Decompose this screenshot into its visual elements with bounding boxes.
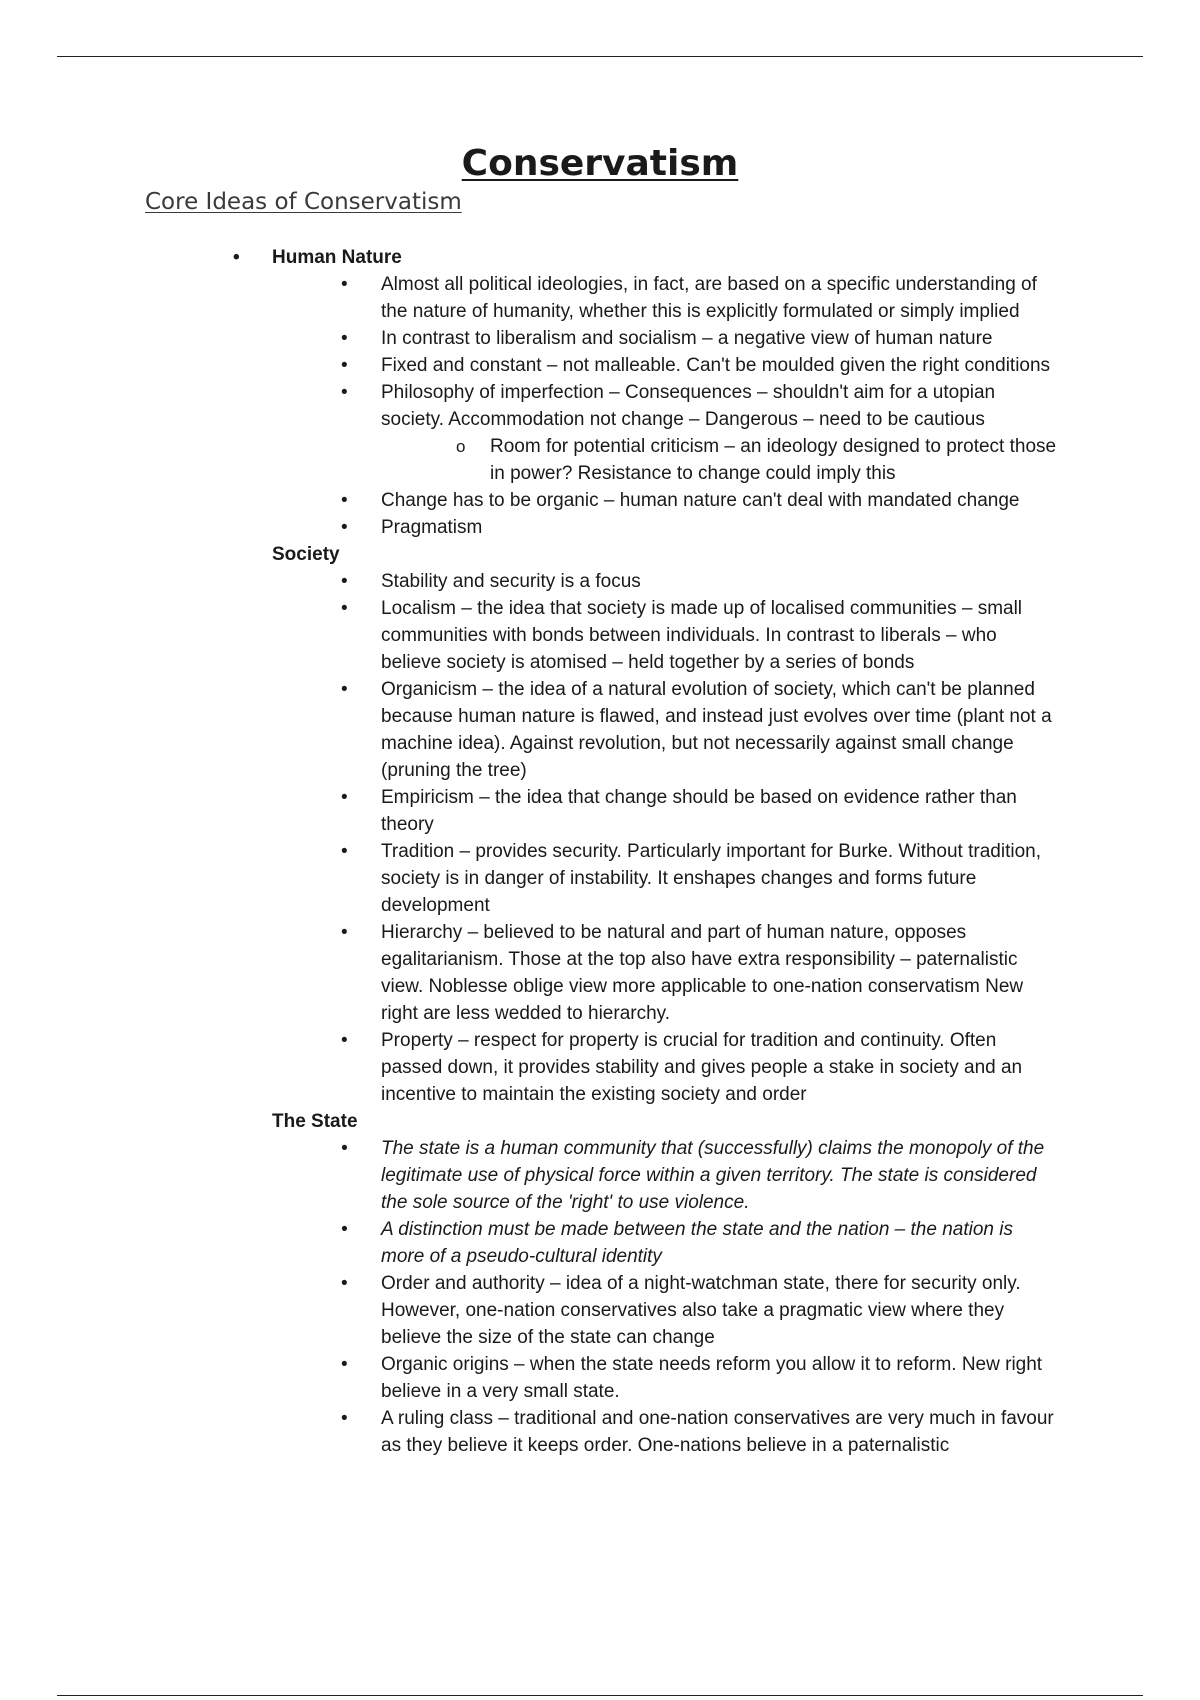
list-item [0,568,1061,595]
circle-bullet-icon: o [456,437,466,456]
list-item-text: Empiricism – the idea that change should be based on evidence rather than theory [381,787,1017,835]
document-body [0,244,1200,1459]
header-rule [57,56,1143,57]
list-item [0,325,1061,352]
section-heading-label: The State [272,1111,358,1132]
bullet-icon: • [341,922,348,943]
list-item-text: Organic origins – when the state needs reform you allow it to reform. New right believe in a very small state. [381,1354,1043,1402]
list-item [0,1027,1061,1108]
list-item [0,1270,1061,1351]
list-item-text: The state is a human community that (successfully) claims the monopoly of the legitimate use of physical force within a given territory. The state is considered the sole source of the 'right' to use violence. [381,1138,1045,1213]
list-item [0,379,1061,433]
list-item [0,1216,1061,1270]
bullet-icon: • [341,382,348,403]
page-title: Conservatism [461,143,739,184]
list-item-text: Organicism – the idea of a natural evolution of society, which can't be planned because human nature is flawed, and instead just evolves over time (plant not a machine idea). Against revolution, but not necessarily against small change (pruning the tree) [381,679,1052,781]
bullet-icon: • [341,355,348,376]
list-item-text: Change has to be organic – human nature can't deal with mandated change [381,490,1020,511]
bullet-icon: • [341,787,348,808]
section-heading-label: Human Nature [272,247,402,268]
page-subtitle: Core Ideas of Conservatism [145,189,462,215]
list-item [0,271,1061,325]
bullet-icon: • [341,598,348,619]
bullet-icon: • [341,490,348,511]
list-item-text: Tradition – provides security. Particularly important for Burke. Without tradition, society is in danger of instability. It enshapes changes and forms future development [381,841,1041,916]
list-item-text: Fixed and constant – not malleable. Can't be moulded given the right conditions [381,355,1051,376]
section-heading-label: Society [272,544,340,565]
bullet-icon: • [341,1408,348,1429]
sub-list-item-text: Room for potential criticism – an ideology designed to protect those in power? Resistance to change could imply this [490,436,1057,484]
list-item [0,1405,1061,1459]
bullet-icon: • [341,841,348,862]
bullet-icon: • [341,1354,348,1375]
bullet-icon: • [233,247,240,268]
list-item-text: Stability and security is a focus [381,571,641,592]
list-item [0,676,1061,784]
bullet-icon: • [341,274,348,295]
bullet-icon: • [341,1273,348,1294]
list-item-text: Hierarchy – believed to be natural and part of human nature, opposes egalitarianism. Those at the top also have extra responsibility – paternalistic view. Noblesse oblige view more applicable to one-nation conservatism New right are less wedded to hierarchy. [381,922,1024,1024]
bullet-icon: • [341,571,348,592]
list-item [0,352,1061,379]
bullet-icon: • [341,1219,348,1240]
list-item [0,784,1061,838]
list-item [0,919,1061,1027]
bullet-icon: • [341,517,348,538]
list-item [0,514,1061,541]
list-item [0,1351,1061,1405]
section-heading-society [0,541,1200,568]
list-item [0,487,1061,514]
list-item-text: In contrast to liberalism and socialism – a negative view of human nature [381,328,993,349]
list-item-text: Almost all political ideologies, in fact, are based on a specific understanding of the nature of humanity, whether this is explicitly formulated or simply implied [381,274,1037,322]
list-item-text: A ruling class – traditional and one-nation conservatives are very much in favour as they believe it keeps order. One-nations believe in a paternalistic [381,1408,1054,1456]
bullet-icon: • [341,1030,348,1051]
bullet-icon: • [341,679,348,700]
bullet-icon: • [341,1138,348,1159]
list-item [0,838,1061,919]
section-heading-the-state [0,1108,1200,1135]
list-item-text: Philosophy of imperfection – Consequences – shouldn't aim for a utopian society. Accommodation not change – Dangerous – need to be cautious [381,382,996,430]
list-item-text: Property – respect for property is crucial for tradition and continuity. Often passed down, it provides stability and gives people a stake in society and an incentive to maintain the existing society and order [381,1030,1023,1105]
list-item-text: Order and authority – idea of a night-watchman state, there for security only. However, one-nation conservatives also take a pragmatic view where they believe the size of the state can change [381,1273,1021,1348]
list-item-text: Localism – the idea that society is made up of localised communities – small communities with bonds between individuals. In contrast to liberals – who believe society is atomised – held together by a series of bonds [381,598,1023,673]
list-item-text: A distinction must be made between the state and the nation – the nation is more of a pseudo-cultural identity [381,1219,1013,1267]
bullet-icon: • [341,328,348,349]
list-item-text: Pragmatism [381,517,483,538]
section-heading-human-nature [0,244,1200,271]
footer-rule [57,1695,1143,1696]
list-item [0,1135,1061,1216]
list-item [0,595,1061,676]
sub-list-item [0,433,1070,487]
